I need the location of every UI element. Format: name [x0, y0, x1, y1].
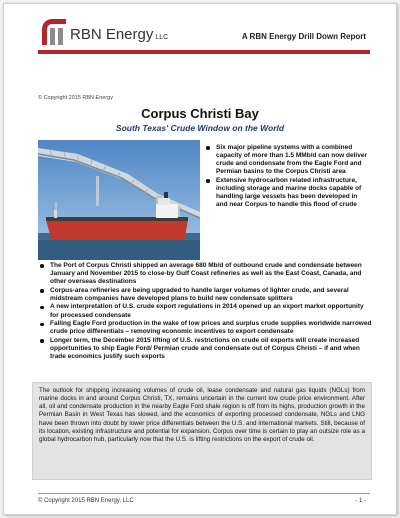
bullet-dot-icon [40, 339, 44, 343]
report-page [3, 3, 397, 515]
rbn-logo-icon [38, 17, 66, 45]
bullet-item: A new interpretation of U.S. crude export regulations in 2014 opened up an export market opportunity for processed condensate [38, 303, 372, 319]
bullet-dot-icon [40, 264, 44, 268]
bullet-item: The Port of Corpus Christi shipped an average 680 Mb/d of outbound crude and condensate between January and November 2015 to close-by Gulf Coast refineries as well as the East Coast, Canada, and other overseas destinations [38, 262, 372, 286]
bullet-item: Six major pipeline systems with a combined capacity of more than 1.5 MMb/d can now deliver crude and condensate from the Eagle Ford and Permian basins to the Corpus Christi area [204, 144, 370, 176]
page-title: Corpus Christi Bay [141, 106, 259, 121]
footer-copyright: © Copyright 2015 RBN Energy, LLC [38, 498, 134, 504]
header-divider [38, 50, 370, 54]
bullet-dot-icon [206, 146, 210, 150]
logo-wordmark: RBN Energy LLC [70, 26, 169, 43]
summary-bullets-right [204, 144, 370, 210]
bullet-item: Falling Eagle Ford production in the wake of low prices and surplus crude supplies worldwide narrowed crude price differentials – removing economic incentives to export condensate [38, 320, 372, 336]
outlook-summary-text: The outlook for shipping increasing volumes of crude oil, lease condensate and natural gas liquids (NGLs) from marine docks in and around Corpus Christi, TX, remains uncertain in the current low crude price environment. After all, oil and condensate production in the nearby Eagle Ford shale region is off from its highs, production growth in the Permian Basin in West Texas has slowed, and the economics of exporting processed condensate, NGLs and LNG have been thrown into doubt by lower price differentials between the U.S. and international markets. Still, because of its location, existing infrastructure and potential for expansion, Corpus over time is certain to play an outsize role as a global hydrocarbon hub, particularly now that the U.S. is lifting restrictions on the export of crude oil. [39, 387, 365, 443]
bullet-dot-icon [40, 289, 44, 293]
bullet-dot-icon [40, 306, 44, 310]
outlook-summary-box [32, 382, 372, 480]
top-copyright: © Copyright 2015 RBN Energy [38, 95, 113, 101]
page-subtitle: South Texas' Crude Window on the World [115, 123, 285, 133]
bullet-dot-icon [206, 179, 210, 183]
bullet-dot-icon [40, 323, 44, 327]
report-series-title: A RBN Energy Drill Down Report [241, 32, 366, 41]
bullet-item: Corpus-area refineries are being upgraded to handle larger volumes of lighter crude, and several midstream companies have developed plans to build new condensate splitters [38, 287, 372, 303]
page-number: - 1 - [355, 498, 366, 504]
footer-divider [38, 493, 370, 494]
bullet-item: Longer term, the December 2015 lifting of U.S. restrictions on crude oil exports will create increased opportunities to ship Eagle Ford/ Permian crude and condensate out of Corpus Christi – if and when trade economics justify such exports [38, 337, 372, 361]
bridge-tanker-photo [38, 140, 200, 260]
report-header [4, 4, 396, 84]
summary-bullets-full [38, 262, 372, 362]
bullet-item: Extensive hydrocarbon related infrastructure, including storage and marine docks capable of handling large vessels has been developed in and near Corpus to handle this flood of crude [204, 177, 370, 209]
